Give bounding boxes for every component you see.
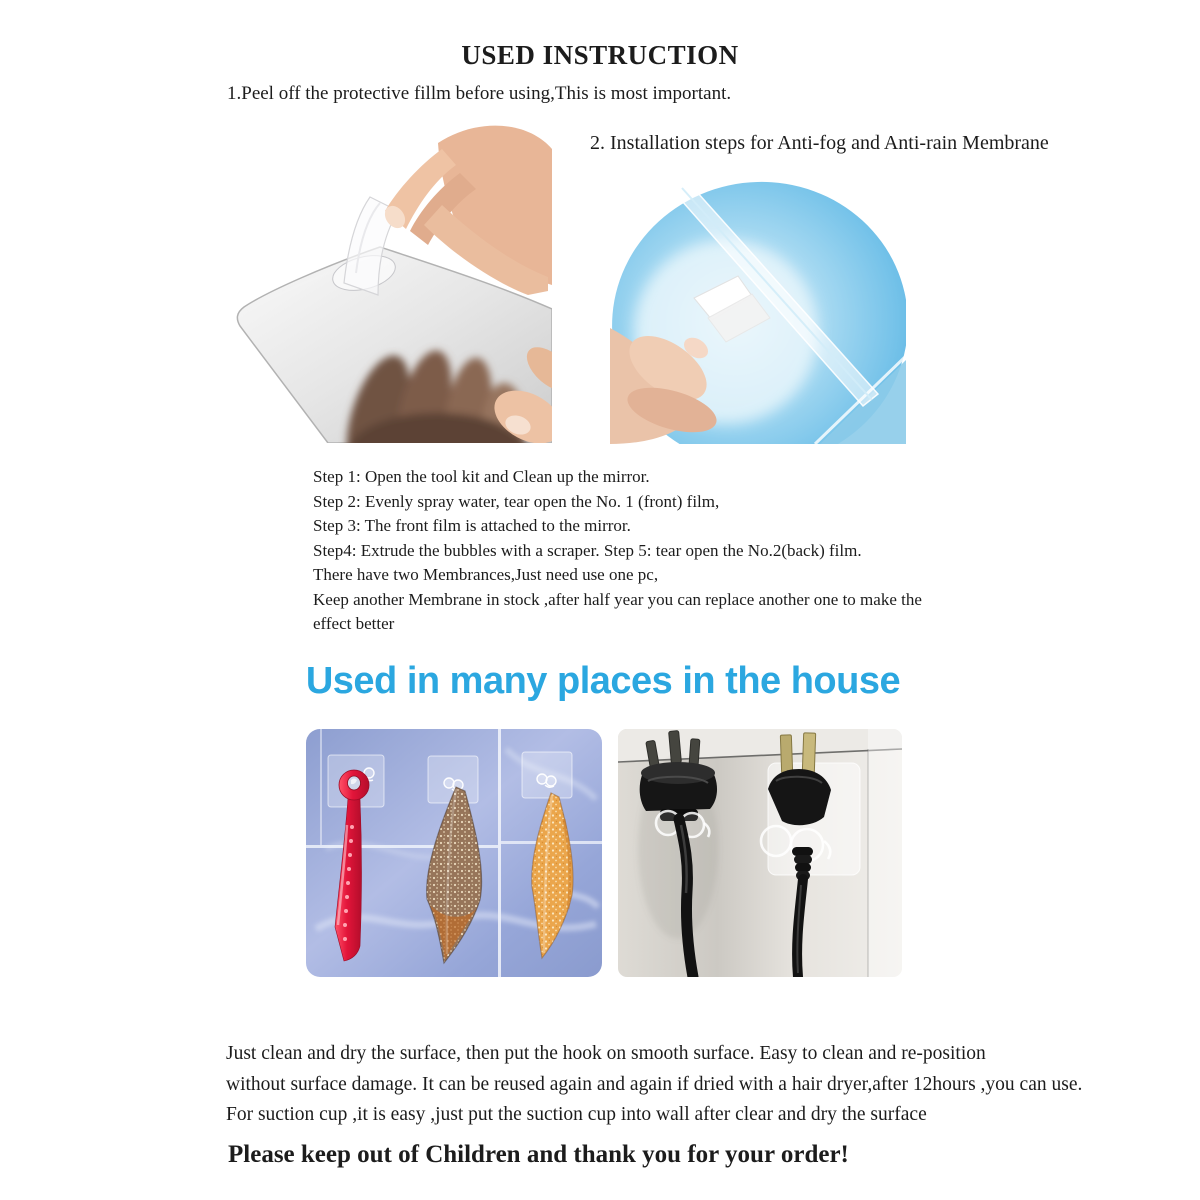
heading-usage: Used in many places in the house [305,660,901,702]
install-caption: 2. Installation steps for Anti-fog and Anti-rain Membrane [590,132,1049,154]
photo-membrane [610,168,906,444]
page-title: USED INSTRUCTION [461,40,739,70]
step-line: There have two Membrances,Just need use one pc, [313,565,659,584]
membrane-illustration [610,168,906,444]
usage-paragraph [226,1039,1086,1131]
step-line: Step 1: Open the tool kit and Clean up the mirror. [313,467,650,486]
plugs-wall-illustration [618,729,902,977]
usage-line: For suction cup ,it is easy ,just put the suction cup into wall after clear and dry the surface [226,1104,927,1125]
usage-line: Just clean and dry the surface, then put the hook on smooth surface. Easy to clean and re-position [226,1043,986,1064]
hooks-tile-illustration [306,729,602,977]
step-line: Keep another Membrane in stock ,after half year you can replace another one to make the effect better [313,589,922,633]
step-line: Step 3: The front film is attached to the mirror. [313,516,631,535]
step-line: Step4: Extrude the bubbles with a scraper. Step 5: tear open the No.2(back) film. [313,540,862,560]
photo-hooks-tile [306,729,602,977]
closing-note: Please keep out of Children and thank you for your order! [228,1141,849,1168]
intro-text: 1.Peel off the protective fillm before using,This is most important. [227,83,732,104]
steps-list [313,465,931,637]
peel-mirror-illustration [228,113,552,443]
adhesive-pad [522,752,572,798]
photo-peel-mirror [228,113,552,443]
step-line: Step 2: Evenly spray water, tear open the No. 1 (front) film, [313,491,720,511]
usage-line: without surface damage. It can be reused again and again if dried with a hair dryer,after 12hours ,you can use. [226,1073,1083,1095]
photo-plugs-wall [618,729,902,977]
